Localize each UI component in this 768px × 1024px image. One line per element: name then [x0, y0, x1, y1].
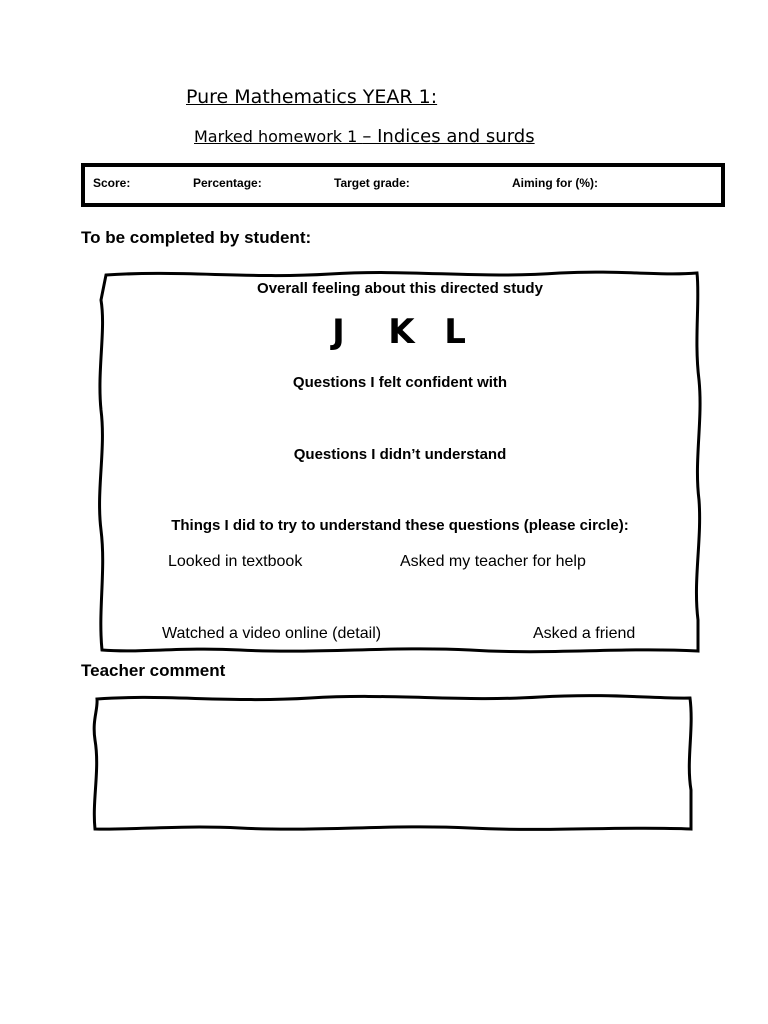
- feeling-faces[interactable]: J K L: [332, 312, 468, 352]
- teacher-comment-heading: Teacher comment: [81, 661, 226, 680]
- overall-feeling-label: Overall feeling about this directed study: [257, 280, 543, 297]
- option-video-online[interactable]: Watched a video online (detail): [162, 625, 382, 642]
- aiming-for-label: Aiming for (%):: [512, 176, 598, 190]
- option-ask-friend[interactable]: Asked a friend: [533, 625, 636, 642]
- subtitle-topic: – Indices and surds: [362, 126, 535, 147]
- option-textbook[interactable]: Looked in textbook: [168, 553, 303, 570]
- teacher-comment-area[interactable]: [105, 708, 681, 820]
- student-section-heading: To be completed by student:: [81, 228, 312, 247]
- page-title: Pure Mathematics YEAR 1:: [186, 86, 438, 108]
- things-tried-label: Things I did to try to understand these questions (please circle):: [171, 517, 629, 534]
- score-label: Score:: [93, 176, 131, 190]
- percentage-label: Percentage:: [193, 176, 262, 190]
- didnt-understand-label: Questions I didn’t understand: [293, 446, 507, 463]
- target-grade-label: Target grade:: [334, 176, 410, 190]
- subtitle-homework: Marked homework 1: [194, 127, 363, 146]
- option-ask-teacher[interactable]: Asked my teacher for help: [400, 553, 586, 570]
- confident-questions-label: Questions I felt confident with: [292, 374, 508, 391]
